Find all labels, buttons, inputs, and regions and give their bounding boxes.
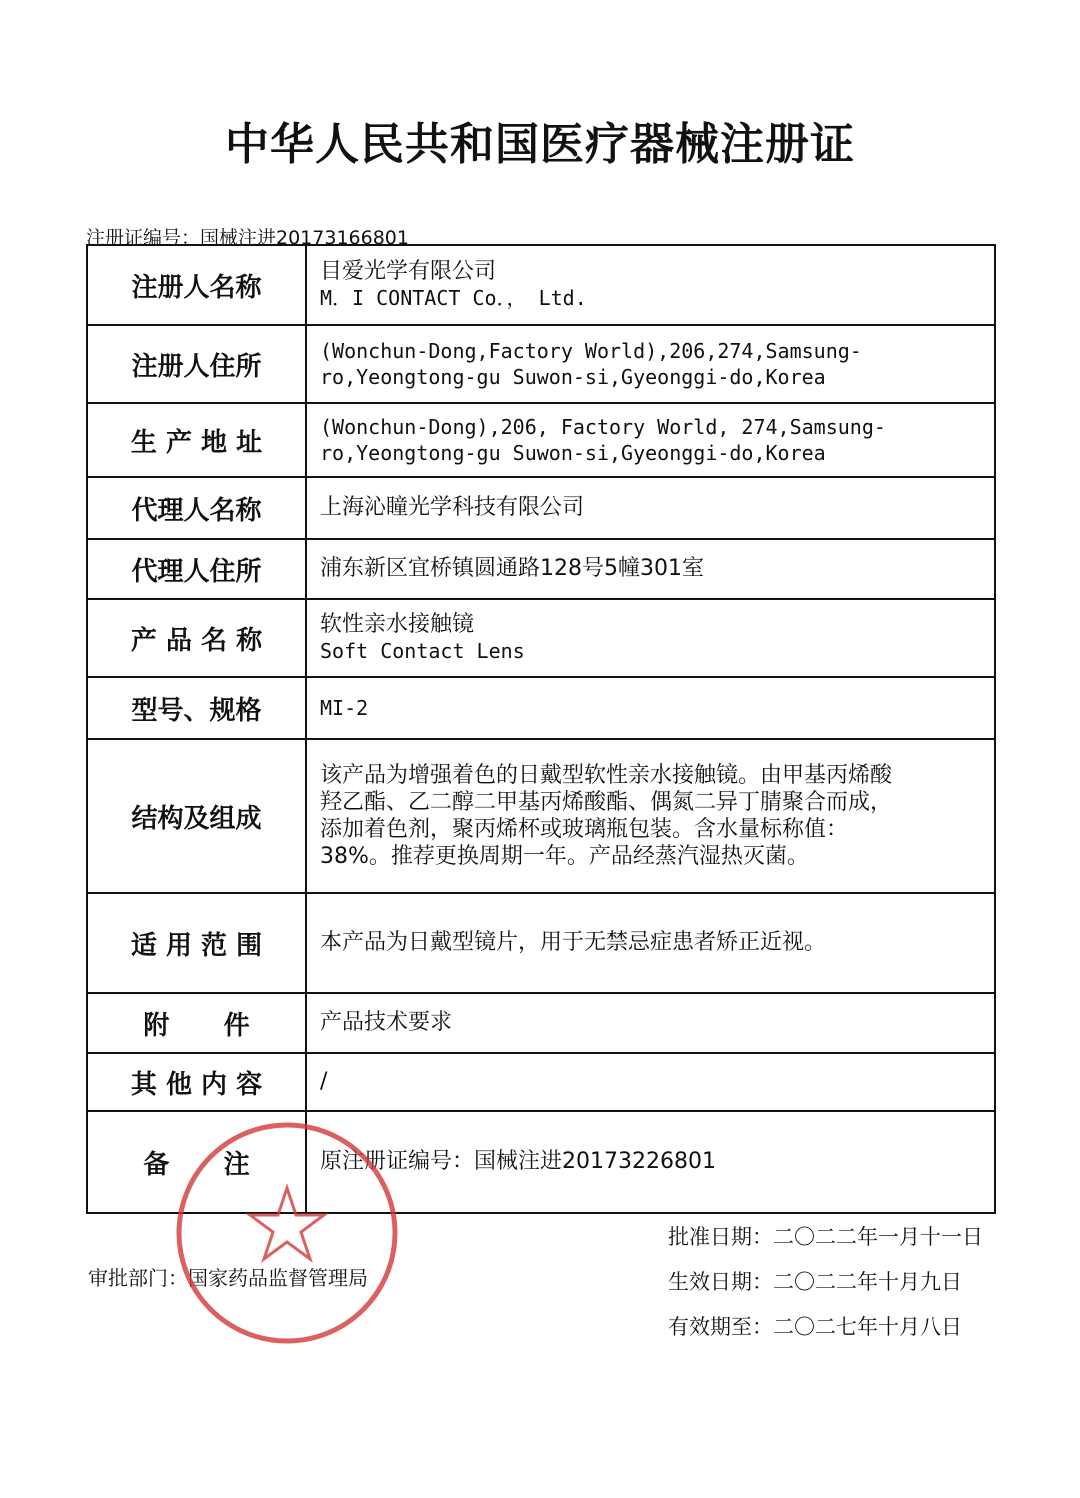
value-structure [307, 740, 994, 892]
value-line: 上海沁瞳光学科技有限公司 [320, 495, 585, 520]
value-production-address [307, 404, 994, 476]
row-agent-name [88, 478, 994, 540]
value-line: 原注册证编号：国械注进20173226801 [320, 1149, 716, 1174]
value-other [307, 1054, 994, 1110]
value-line: 目爱光学有限公司 [320, 259, 497, 284]
row-agent-address [88, 540, 994, 600]
approval-department: 审批部门：国家药品监督管理局 [88, 1266, 368, 1290]
label-attachments: 附 件 [88, 994, 307, 1052]
row-registrant-address [88, 326, 994, 404]
page-title: 中华人民共和国医疗器械注册证 [225, 119, 855, 170]
value-product-name [307, 600, 994, 676]
label-registrant-address: 注册人住所 [88, 326, 307, 402]
row-model-spec [88, 678, 994, 740]
value-line: ro,Yeongtong-gu Suwon-si,Gyeonggi-do,Korea [320, 365, 826, 389]
label-agent-name: 代理人名称 [88, 478, 307, 538]
certificate-table [86, 244, 996, 1214]
row-product-name [88, 600, 994, 678]
effective-date: 生效日期：二〇二二年十月九日 [668, 1270, 962, 1294]
row-production-address [88, 404, 994, 478]
row-remarks [88, 1112, 994, 1212]
label-agent-address: 代理人住所 [88, 540, 307, 598]
value-line: MI-2 [320, 696, 369, 720]
approval-date: 批准日期：二〇二二年一月十一日 [668, 1225, 983, 1249]
value-line: ro,Yeongtong-gu Suwon-si,Gyeonggi-do,Korea [320, 441, 826, 465]
label-structure: 结构及组成 [88, 740, 307, 892]
row-attachments [88, 994, 994, 1054]
value-line: 软性亲水接触镜 [320, 612, 475, 637]
row-registrant-name [88, 246, 994, 326]
label-registrant-name: 注册人名称 [88, 246, 307, 324]
value-line: (Wonchun-Dong),206, Factory World, 274,Samsung- [320, 415, 886, 439]
row-other [88, 1054, 994, 1112]
value-registrant-address [307, 326, 994, 402]
registration-number: 注册证编号：国械注进20173166801 [86, 227, 409, 249]
value-line: 本产品为日戴型镜片，用于无禁忌症患者矫正近视。 [320, 930, 827, 955]
row-structure [88, 740, 994, 894]
value-line: M．I CONTACT Co．， Ltd. [320, 286, 587, 310]
value-attachments [307, 994, 994, 1052]
value-line: 羟乙酯、乙二醇二甲基丙烯酸酯、偶氮二异丁腈聚合而成， [320, 790, 893, 815]
value-scope [307, 894, 994, 992]
value-model-spec [307, 678, 994, 738]
value-line: (Wonchun-Dong,Factory World),206,274,Samsung- [320, 339, 862, 363]
value-line: 38%。推荐更换周期一年。产品经蒸汽湿热灭菌。 [320, 844, 809, 869]
value-line: 产品技术要求 [320, 1010, 453, 1035]
value-line: 添加着色剂，聚丙烯杯或玻璃瓶包装。含水量标称值： [320, 817, 849, 842]
row-scope [88, 894, 994, 994]
value-line: 该产品为增强着色的日戴型软性亲水接触镜。由甲基丙烯酸 [320, 763, 893, 788]
value-agent-address [307, 540, 994, 598]
value-remarks [307, 1112, 994, 1212]
value-line: 浦东新区宜桥镇圆通路128号5幢301室 [320, 556, 704, 581]
label-product-name: 产 品 名 称 [88, 600, 307, 676]
value-line: Soft Contact Lens [320, 639, 525, 663]
value-agent-name [307, 478, 994, 538]
label-production-address: 生 产 地 址 [88, 404, 307, 476]
value-line: / [320, 1069, 328, 1094]
value-registrant-name [307, 246, 994, 324]
dates-block [668, 1222, 983, 1357]
label-other: 其 他 内 容 [88, 1054, 307, 1110]
label-model-spec: 型号、规格 [88, 678, 307, 738]
label-scope: 适 用 范 围 [88, 894, 307, 992]
label-remarks: 备 注 [88, 1112, 307, 1212]
valid-until-date: 有效期至：二〇二七年十月八日 [668, 1315, 962, 1339]
